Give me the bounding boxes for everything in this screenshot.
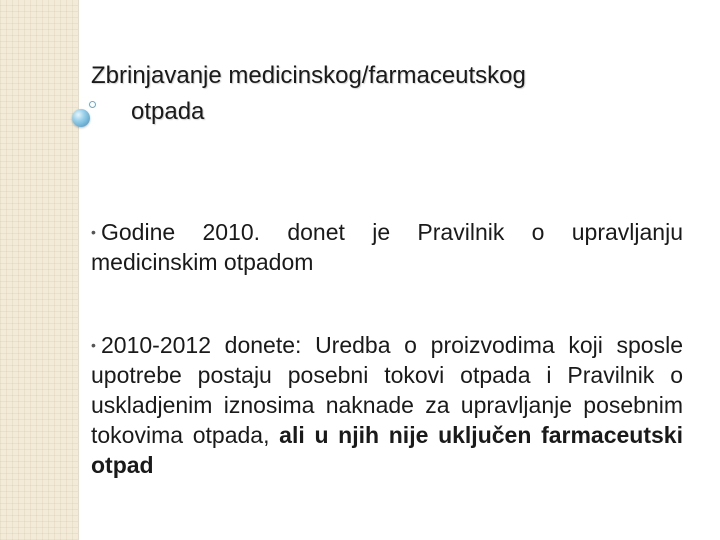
bullet-item-2 — [91, 330, 683, 480]
bullet-2-text: 2010-2012 donete: Uredba o proizvodima koji sposle upotrebe postaju posebni tokovi otpada i Pravilnik o uskladjenim iznosima naknade za upravljanje posebnim tokovima otpada, — [91, 332, 683, 448]
title-line-1: Zbrinjavanje medicinskog/farmaceutskog — [91, 62, 526, 89]
decorative-side-strip — [0, 0, 79, 540]
bullet-icon: • — [91, 224, 96, 240]
bullet-1-text: Godine 2010. donet je Pravilnik o upravljanju medicinskim otpadom — [91, 219, 683, 275]
bullet-item-1 — [91, 217, 683, 277]
bullet-2-bold-text: ali u njih nije uključen farmaceutski otpad — [91, 422, 683, 478]
blue-sphere-icon — [72, 109, 90, 127]
bullet-icon: • — [91, 337, 96, 353]
title-line-2: otpada — [131, 98, 205, 125]
slide-title — [91, 58, 691, 130]
